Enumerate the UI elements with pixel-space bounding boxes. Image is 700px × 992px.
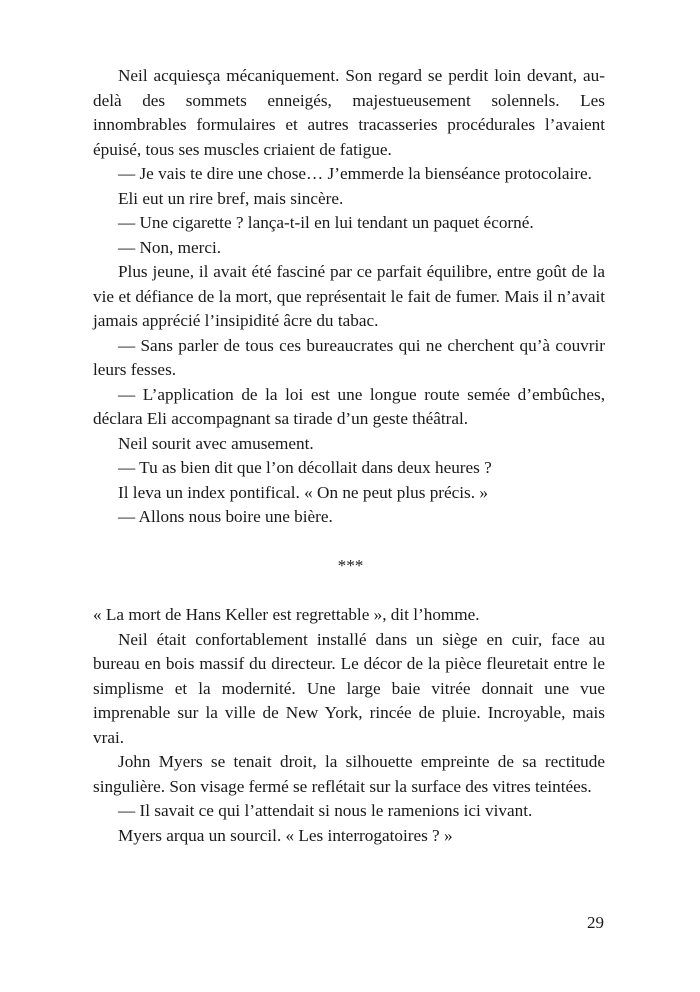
paragraph: Neil acquiesça mécaniquement. Son regard se perdit loin devant, au-delà des sommets enneigés, majestueusement solennels. Les innombrables formulaires et autres tracasseries procédurales l’avaient épuisé, tous ses muscles criaient de fatigue. bbox=[93, 66, 605, 159]
dialogue-line: — L’application de la loi est une longue route semée d’embûches, déclara Eli accompagnant sa tirade d’un geste théâtral. bbox=[93, 384, 605, 428]
section-gap bbox=[93, 579, 605, 604]
paragraph: Eli eut un rire bref, mais sincère. bbox=[118, 188, 344, 208]
dialogue-line: — Une cigarette ? lança-t-il en lui tendant un paquet écorné. bbox=[118, 213, 534, 232]
page-number: 29 bbox=[587, 913, 604, 932]
paragraph: Neil sourit avec amusement. bbox=[118, 433, 314, 453]
dialogue-line: — Non, merci. bbox=[118, 237, 222, 257]
section-separator: *** bbox=[337, 556, 364, 575]
dialogue-line: — Il savait ce qui l’attendait si nous le ramenions ici vivant. bbox=[118, 801, 533, 820]
section-gap bbox=[93, 530, 605, 555]
paragraph: Il leva un index pontifical. « On ne peut plus précis. » bbox=[118, 482, 488, 502]
paragraph: Plus jeune, il avait été fasciné par ce parfait équilibre, entre goût de la vie et défiance de la mort, que représentait le fait de fumer. Mais il n’avait jamais apprécié l’insipidité âcre du tabac. bbox=[93, 262, 605, 330]
paragraph: Myers arqua un sourcil. « Les interrogatoires ? » bbox=[118, 825, 453, 845]
dialogue-line: — Je vais te dire une chose… J’emmerde la bienséance protocolaire. bbox=[118, 164, 592, 183]
dialogue-line: — Sans parler de tous ces bureaucrates qui ne cherchent qu’à couvrir leurs fesses. bbox=[93, 335, 605, 379]
paragraph: Neil était confortablement installé dans un siège en cuir, face au bureau en bois massif du directeur. Le décor de la pièce fleuretait entre le simplisme et la modernité. Une large baie vitrée donnait une vue imprenable sur la ville de New York, rincée de pluie. Incroyable, mais vrai. bbox=[93, 629, 605, 747]
dialogue-line: — Tu as bien dit que l’on décollait dans deux heures ? bbox=[118, 458, 492, 477]
section-opening-paragraph: « La mort de Hans Keller est regrettable », dit l’homme. bbox=[93, 605, 480, 624]
paragraph: John Myers se tenait droit, la silhouette empreinte de sa rectitude singulière. Son visage fermé se reflétait sur la surface des vitres teintées. bbox=[93, 752, 605, 796]
dialogue-line: — Allons nous boire une bière. bbox=[118, 507, 333, 526]
book-page-body bbox=[93, 64, 605, 848]
